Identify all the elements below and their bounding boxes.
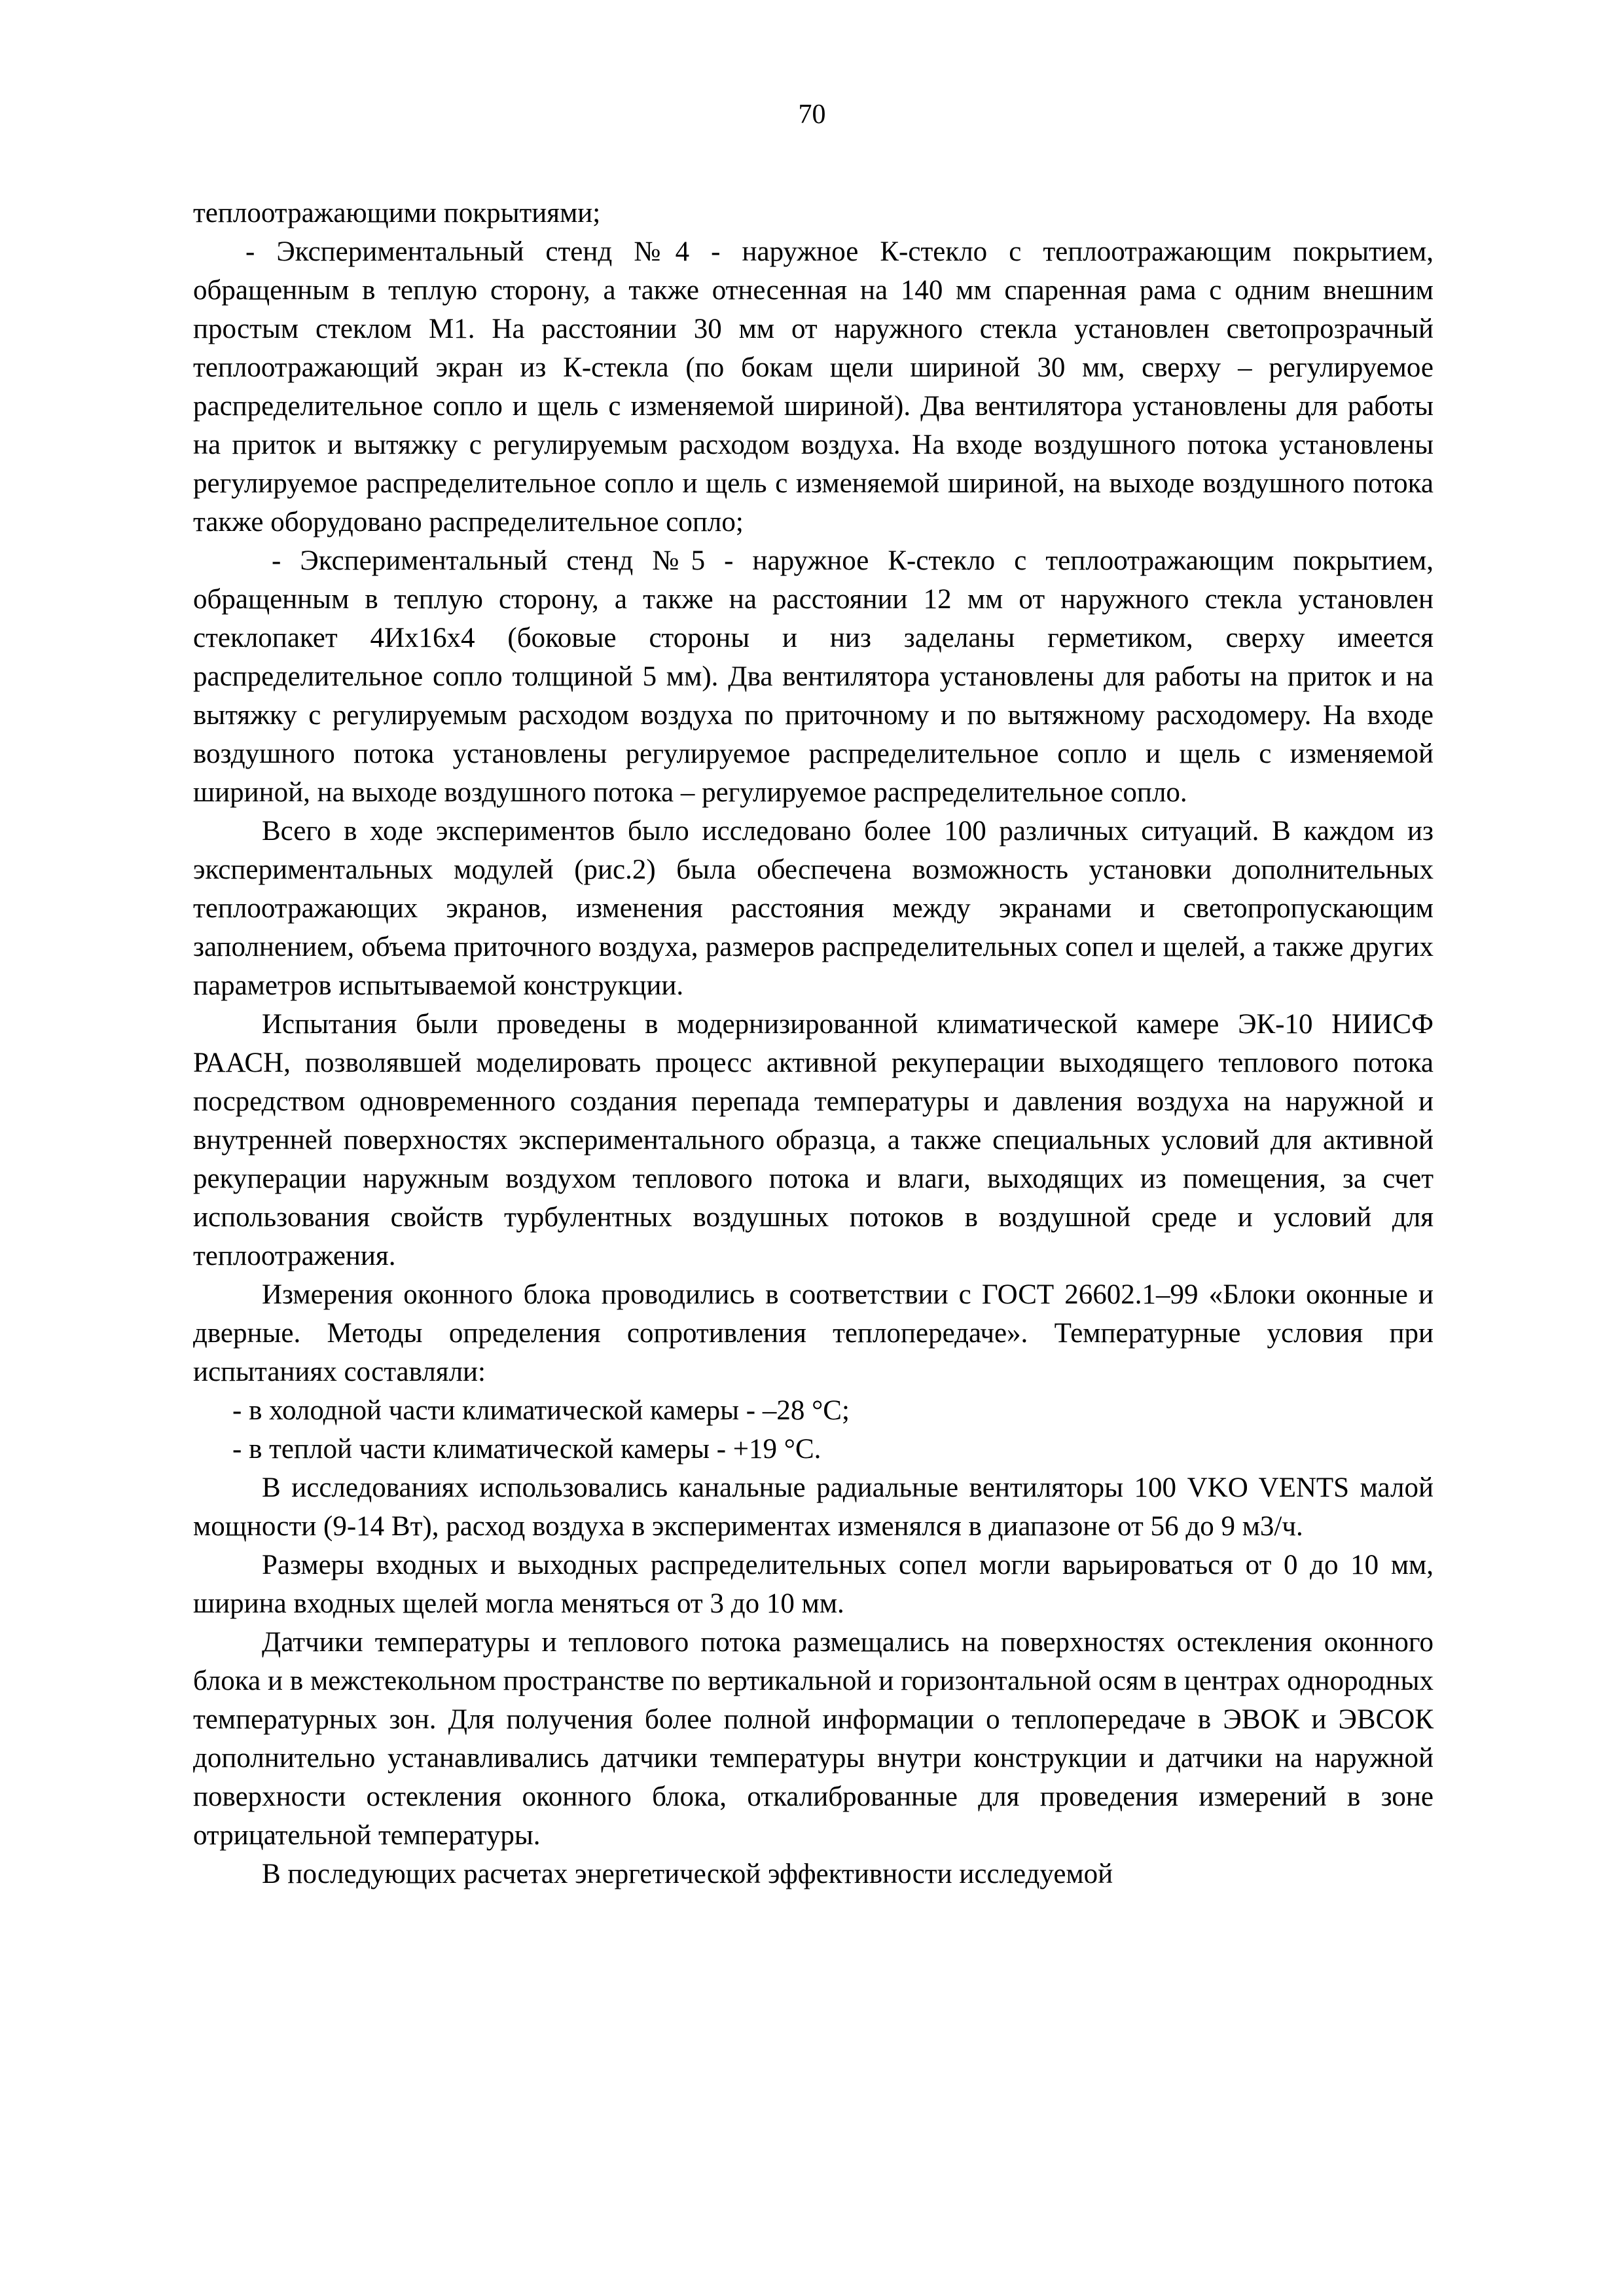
list-item-warm-part: - в теплой части климатической камеры - +19 °С.	[232, 1434, 821, 1465]
paragraph-stand-5: - Экспериментальный стенд №5 - наружное К-стекло с теплоотражающим покрытием, обращенным в теплую сторону, а также на расстоянии 12 мм от наружного стекла установлен стеклопакет 4Их16х4 (боковые стороны и низ заделаны герметиком, сверху имеется распределительное сопло толщиной 5 мм). Два вентилятора установлены для работы на приток и на вытяжку с регулируемым расходом воздуха по приточному и по вытяжному расходомеру. На входе воздушного потока установлены регулируемое распределительное сопло и щель с изменяемой шириной, на выходе воздушного потока – регулируемое распределительное сопло.	[193, 545, 1434, 808]
paragraph-experiments-summary: Всего в ходе экспериментов было исследовано более 100 различных ситуаций. В каждом из экспериментальных модулей (рис.2) была обеспечена возможность установки дополнительных теплоотражающих экранов, изменения расстояния между экранами и светопропускающим заполнением, объема приточного воздуха, размеров распределительных сопел и щелей, а также других параметров испытываемой конструкции.	[193, 816, 1434, 1001]
paragraph-measurements-gost: Измерения оконного блока проводились в соответствии с ГОСТ 26602.1–99 «Блоки оконные и дверные. Методы определения сопротивления теплопередаче». Температурные условия при испытаниях составляли:	[193, 1279, 1434, 1387]
paragraph-sensors: Датчики температуры и теплового потока размещались на поверхностях остекления оконного блока и в межстекольном пространстве по вертикальной и горизонтальной осям в центрах однородных температурных зон. Для получения более полной информации о теплопередаче в ЭВОК и ЭВСОК дополнительно устанавливались датчики температуры внутри конструкции и датчики на наружной поверхности остекления оконного блока, откалиброванные для проведения измерений в зоне отрицательной температуры.	[193, 1627, 1434, 1851]
paragraph-stand-4: - Экспериментальный стенд №4 - наружное К-стекло с теплоотражающим покрытием, обращенным в теплую сторону, а также отнесенная на 140 мм спаренная рама с одним внешним простым стеклом М1. На расстоянии 30 мм от наружного стекла установлен светопрозрачный теплоотражающий экран из К-стекла (по бокам щели шириной 30 мм, сверху – регулируемое распределительное сопло и щель с изменяемой шириной). Два вентилятора установлены для работы на приток и вытяжку с регулируемым расходом воздуха. На входе воздушного потока установлены регулируемое распределительное сопло и щель с изменяемой шириной, на выходе воздушного потока также оборудовано распределительное сопло;	[193, 236, 1434, 538]
paragraph-continuation: теплоотражающими покрытиями;	[193, 198, 601, 228]
list-item-cold-part: - в холодной части климатической камеры - –28 °С;	[232, 1395, 850, 1426]
paragraph-fans: В исследованиях использовались канальные радиальные вентиляторы 100 VKO VENTS малой мощности (9-14 Вт), расход воздуха в экспериментах изменялся в диапазоне от 56 до 9 м3/ч.	[193, 1472, 1434, 1542]
paragraph-testing-chamber: Испытания были проведены в модернизированной климатической камере ЭК-10 НИИСФ РААСН, позволявшей моделировать процесс активной рекуперации выходящего теплового потока посредством одновременного создания перепада температуры и давления воздуха на наружной и внутренней поверхностях экспериментального образца, а также специальных условий для активной рекуперации наружным воздухом теплового потока и влаги, выходящих из помещения, за счет использования свойств турбулентных воздушных потоков в воздушной среде и условий для теплоотражения.	[193, 1009, 1434, 1271]
paragraph-calculations-start: В последующих расчетах энергетической эффективности исследуемой	[262, 1859, 1113, 1889]
document-body	[193, 194, 1434, 1893]
page-number: 70	[798, 100, 826, 130]
paragraph-nozzle-sizes: Размеры входных и выходных распределительных сопел могли варьироваться от 0 до 10 мм, ширина входных щелей могла меняться от 3 до 10 мм.	[193, 1550, 1434, 1619]
